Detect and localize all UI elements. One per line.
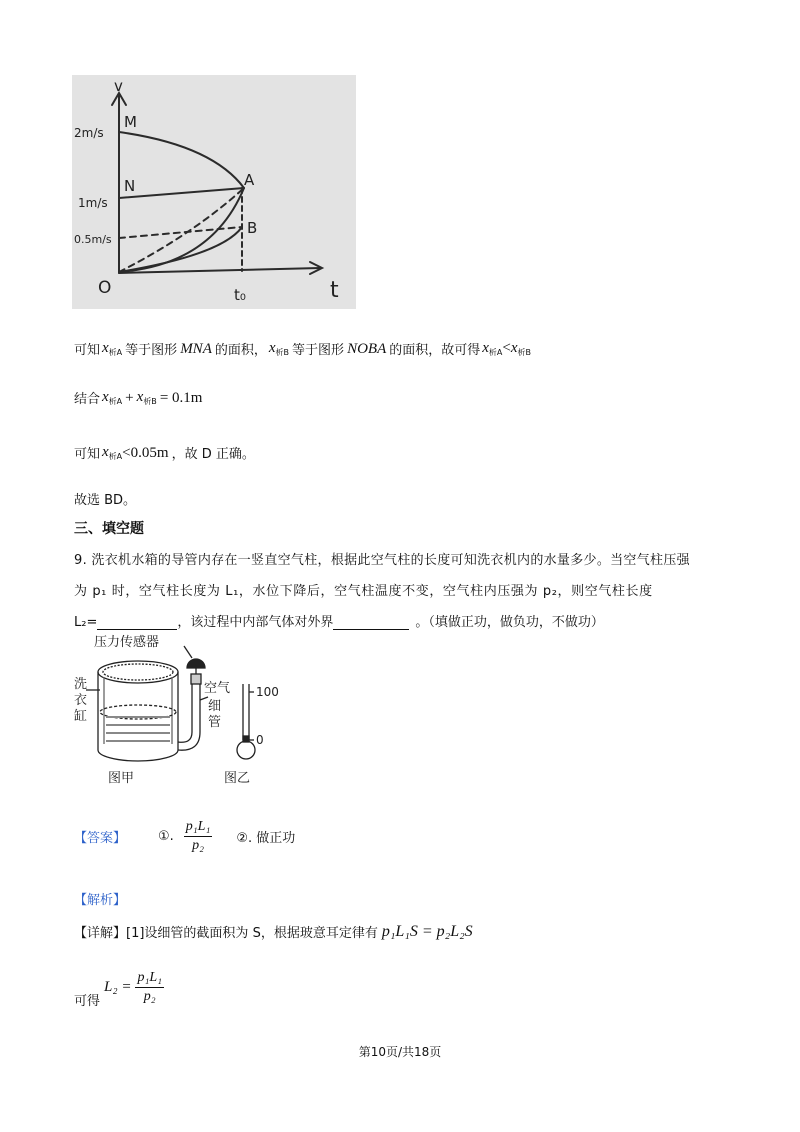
section-heading: 三、填空题	[74, 521, 144, 537]
math-x-a: x析A	[102, 340, 123, 357]
gauge-100: 100	[256, 685, 279, 699]
t0-label: t₀	[234, 286, 246, 304]
t-axis	[119, 268, 320, 273]
q9-line-1: 9. 洗衣机水箱的导管内存在一竖直空气柱，根据此空气柱的长度可知洗衣机内的水量多少。当空气柱压强	[74, 553, 690, 568]
analysis-tag: 【解析】	[74, 893, 127, 908]
result-row: 可得 L₂ = $\frac{\text{p₁L₁}}{\text{p₂}}$	[74, 970, 162, 1009]
figure-washer	[74, 632, 374, 792]
graph-photo	[72, 75, 356, 309]
svg-text:管: 管	[208, 715, 222, 730]
tick-1ms: 1m/s	[78, 196, 108, 210]
text-line-4: 故选 BD。	[74, 493, 137, 508]
svg-text:衣: 衣	[74, 693, 88, 708]
caption-yi: 图乙	[224, 771, 251, 786]
sensor-label: 压力传感器	[94, 635, 160, 650]
gauge-0: 0	[256, 733, 264, 747]
answer-row: 【答案】 ①. $\frac{\text{p₁L₁}}{\text{p₂}}$ ②. 做正功	[74, 819, 296, 853]
text-line-3: 可知 x析A <0.05m ，故 D 正确。	[74, 444, 255, 462]
point-N: N	[124, 177, 136, 195]
svg-text:缸: 缸	[74, 709, 88, 724]
origin-O: O	[98, 278, 112, 298]
curve-OB	[119, 227, 242, 272]
text-line-1: 可知 x析A 等于图形 MNA 的面积， x析B 等于图形 NOBA 的面积，故可得 x析A<x析B	[74, 340, 532, 358]
tick-05ms: 0.5m/s	[74, 233, 112, 246]
line-NA	[119, 188, 244, 198]
page-footer: 第10页/共18页	[358, 1045, 442, 1059]
point-M: M	[124, 113, 137, 131]
v-label: v	[114, 77, 123, 95]
blank-1[interactable]	[97, 615, 177, 630]
detail-row: 【详解】 [1]设细管的截面积为 S，根据玻意耳定律有 p₁L₁S = p₂L₂S	[74, 922, 473, 941]
point-A: A	[244, 171, 255, 189]
svg-text:洗: 洗	[74, 677, 88, 692]
math-x-b: x析B	[268, 340, 290, 357]
answer-tag: 【答案】	[74, 831, 127, 846]
svg-text:细: 细	[208, 699, 222, 714]
point-B: B	[247, 219, 258, 237]
math-compare: x析A<x析B	[482, 340, 532, 357]
washer-diagram	[74, 632, 374, 792]
result-fraction: $\frac{\text{p₁L₁}}{\text{p₂}}$	[137, 970, 162, 1004]
q9-line-3: L₂= ，该过程中内部气体对外界 。（填做正功，做负功，不做功）	[74, 615, 604, 630]
text-line-2: 结合 x析A + x析B = 0.1m	[74, 389, 203, 407]
caption-jia: 图甲	[108, 771, 135, 786]
t-label: t	[330, 278, 339, 303]
blank-2[interactable]	[333, 615, 409, 630]
svg-text:空气: 空气	[204, 681, 231, 696]
curve-MA	[119, 132, 244, 188]
answer-fraction: $\frac{\text{p₁L₁}}{\text{p₂}}$	[185, 819, 211, 853]
velocity-time-graph	[72, 75, 356, 309]
tick-2ms: 2m/s	[74, 126, 104, 140]
q9-line-2: 为 p₁ 时，空气柱长度为 L₁，水位下降后，空气柱温度不变，空气柱内压强为 p₂，则空气柱长度	[74, 584, 653, 599]
